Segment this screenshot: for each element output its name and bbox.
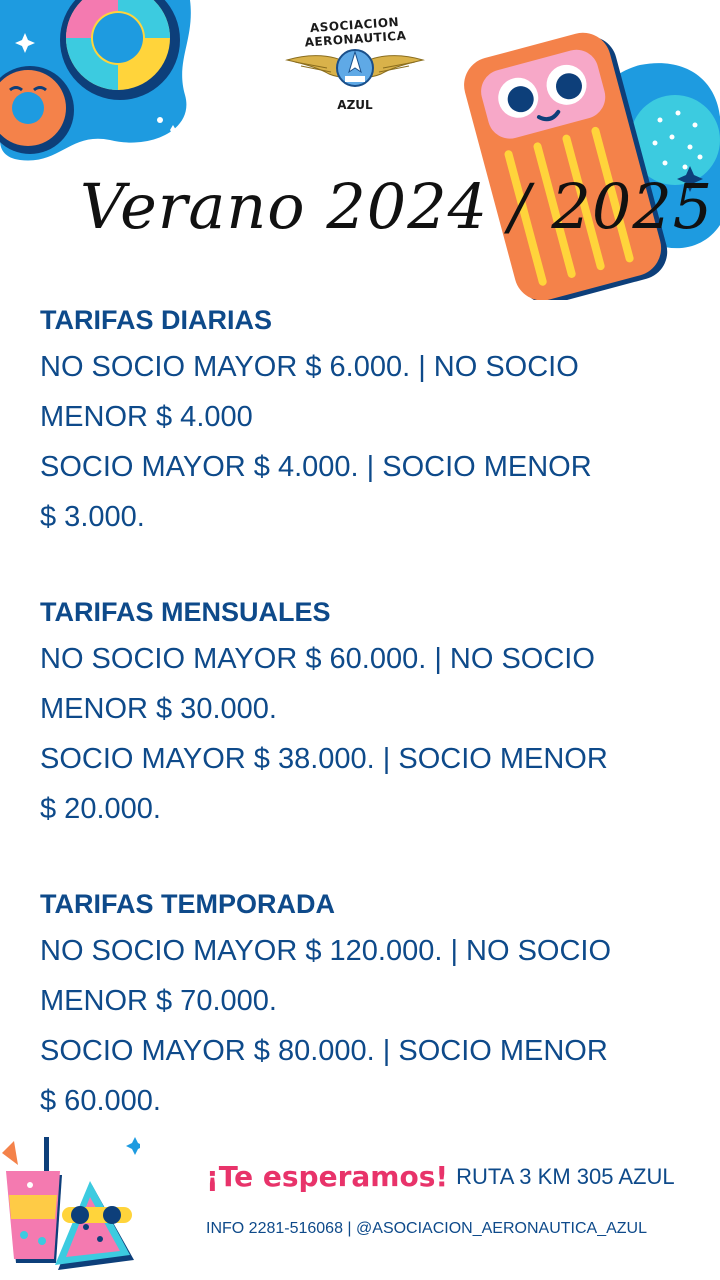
swim-ring-icon <box>0 0 200 175</box>
rate-line: $ 3.000. <box>40 501 145 533</box>
rate-line: $ 20.000. <box>40 793 161 825</box>
rate-line: $ 60.000. <box>40 1085 161 1117</box>
rate-line: MENOR $ 30.000. <box>40 693 277 725</box>
tagline: ¡Te esperamos! <box>206 1160 449 1193</box>
section-heading: TARIFAS TEMPORADA <box>40 889 335 919</box>
section-monthly-rates <box>40 590 660 834</box>
page-title: Verano 2024 / 2025 <box>80 170 714 243</box>
rate-line: NO SOCIO MAYOR $ 6.000. | NO SOCIO <box>40 351 579 383</box>
logo-bottom-text: AZUL <box>337 98 373 112</box>
aviation-wings-emblem-icon <box>285 38 425 100</box>
rates-content <box>40 298 660 1174</box>
section-heading: TARIFAS MENSUALES <box>40 597 331 627</box>
pool-float-mattress-icon <box>450 25 720 300</box>
rate-line: MENOR $ 4.000 <box>40 401 253 433</box>
rate-line: SOCIO MAYOR $ 4.000. | SOCIO MENOR <box>40 451 592 483</box>
rate-line: SOCIO MAYOR $ 80.000. | SOCIO MENOR <box>40 1035 608 1067</box>
address: RUTA 3 KM 305 AZUL <box>456 1164 675 1189</box>
rate-line: NO SOCIO MAYOR $ 120.000. | NO SOCIO <box>40 935 612 967</box>
section-daily-rates <box>40 298 660 542</box>
section-heading: TARIFAS DIARIAS <box>40 305 273 335</box>
footer-tagline-row <box>206 1160 675 1193</box>
logo-top-text: ASOCIACION AERONAUTICA <box>304 14 407 50</box>
summer-drink-watermelon-icon <box>0 1135 140 1280</box>
section-season-rates <box>40 882 660 1126</box>
association-logo <box>270 10 440 120</box>
rate-line: NO SOCIO MAYOR $ 60.000. | NO SOCIO <box>40 643 595 675</box>
contact-info: INFO 2281-516068 | @ASOCIACION_AERONAUTICA_AZUL <box>206 1220 647 1237</box>
rate-line: SOCIO MAYOR $ 38.000. | SOCIO MENOR <box>40 743 608 775</box>
rate-line: MENOR $ 70.000. <box>40 985 277 1017</box>
